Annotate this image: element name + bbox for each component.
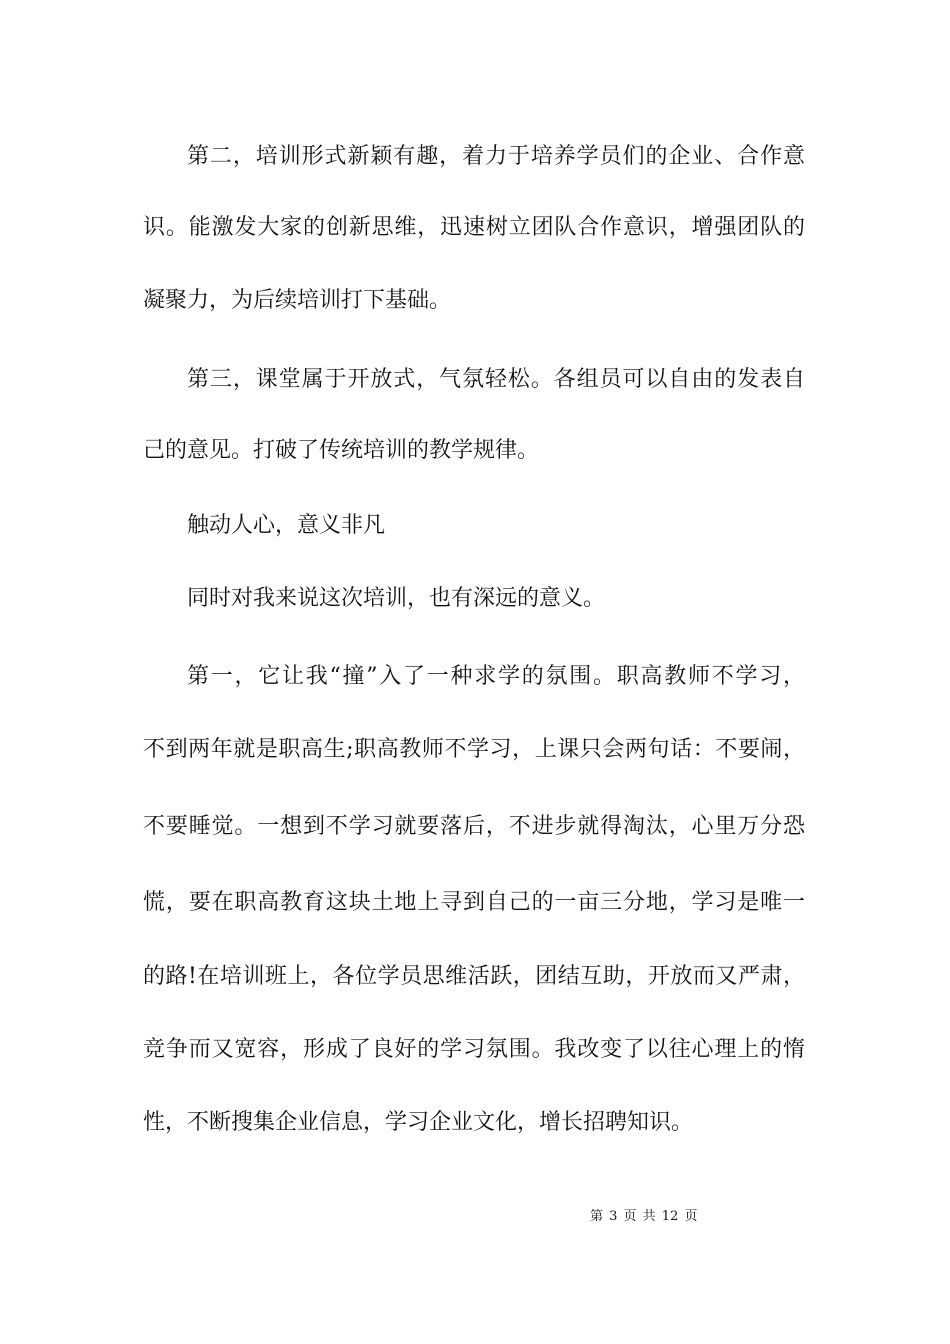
- paragraph-line: 慌，要在职高教育这块土地上寻到自己的一亩三分地，学习是唯一: [143, 890, 805, 915]
- paragraph-line: 第二，培训形式新颖有趣，着力于培养学员们的企业、合作意: [187, 144, 805, 169]
- paragraph-line: 己的意见。打破了传统培训的教学规律。: [143, 438, 540, 463]
- page-number: 第 3 页 共 12 页: [590, 1209, 698, 1224]
- section-heading: 触动人心，意义非凡: [187, 513, 386, 538]
- paragraph-line: 第一，它让我“撞”入了一种求学的氛围。职高教师不学习，: [187, 664, 805, 689]
- paragraph-line: 识。能激发大家的创新思维，迅速树立团队合作意识，增强团队的: [143, 215, 805, 240]
- paragraph-line: 同时对我来说这次培训，也有深远的意义。: [187, 586, 606, 611]
- paragraph-line: 不到两年就是职高生;职高教师不学习，上课只会两句话：不要闹，: [143, 737, 805, 762]
- paragraph-line: 性，不断搜集企业信息，学习企业文化，增长招聘知识。: [143, 1110, 694, 1135]
- paragraph-line: 第三，课堂属于开放式，气氛轻松。各组员可以自由的发表自: [187, 367, 805, 392]
- paragraph-line: 凝聚力，为后续培训打下基础。: [143, 288, 452, 313]
- paragraph-line: 的路!在培训班上，各位学员思维活跃，团结互助，开放而又严肃，: [143, 964, 805, 989]
- paragraph-line: 不要睡觉。一想到不学习就要落后，不进步就得淘汰，心里万分恐: [143, 814, 805, 839]
- paragraph-line: 竞争而又宽容，形成了良好的学习氛围。我改变了以往心理上的惰: [143, 1037, 805, 1062]
